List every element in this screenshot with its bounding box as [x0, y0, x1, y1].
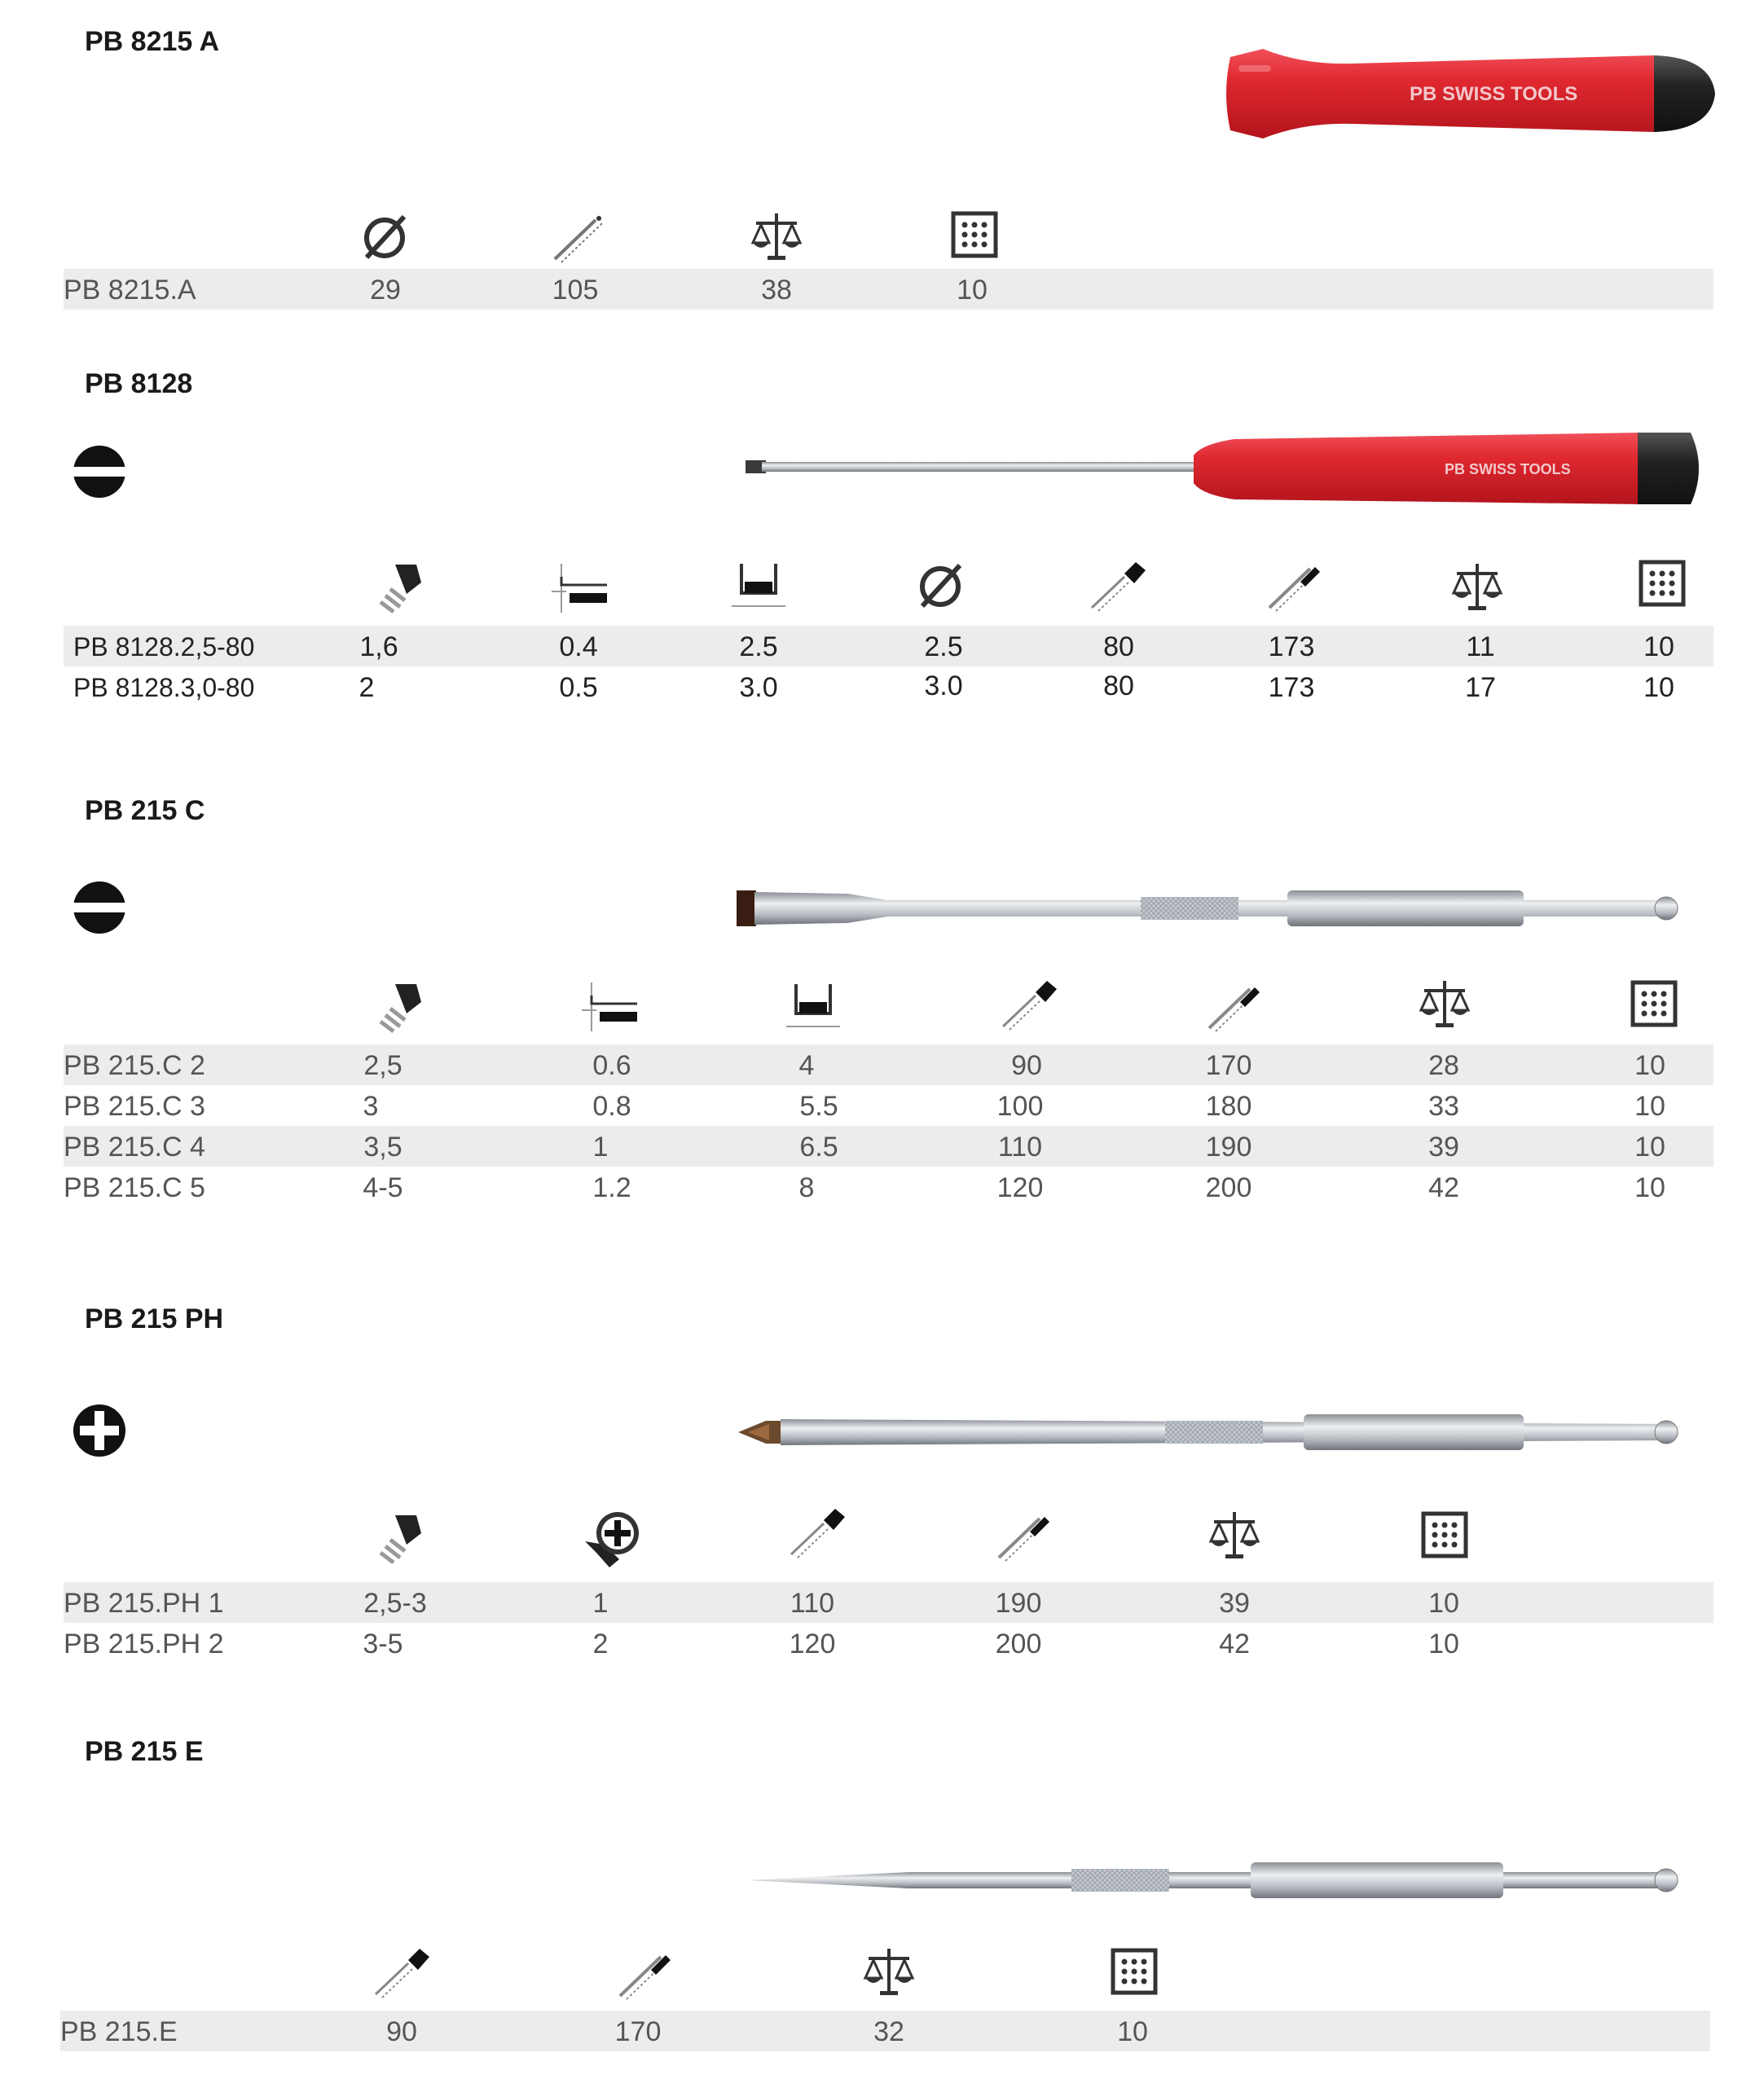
table-cell: 33: [1428, 1091, 1459, 1122]
table-row-code: PB 215.PH 2: [64, 1629, 224, 1659]
section-title: PB 215 C: [85, 795, 205, 826]
table-cell: 32: [873, 2016, 904, 2047]
section-title: PB 8128: [85, 368, 193, 399]
weight-icon: [1208, 1509, 1261, 1563]
table-cell: 105: [552, 275, 599, 306]
packaging-icon: [1110, 1947, 1159, 1996]
table-cell: 10: [1634, 1172, 1665, 1203]
brand-text: PB SWISS TOOLS: [1410, 83, 1578, 105]
blade-length-icon: [786, 1507, 848, 1561]
table-cell: 1,6: [359, 631, 398, 662]
slotted-blade-image: [733, 884, 1678, 933]
phillips-blade-image: [733, 1408, 1678, 1457]
blade-length-icon: [998, 979, 1060, 1033]
table-cell: 39: [1219, 1588, 1250, 1619]
table-cell: 10: [1634, 1050, 1665, 1081]
table-cell: 8: [798, 1172, 815, 1203]
blade-thickness-icon: [550, 562, 612, 614]
table-cell: 0.5: [559, 672, 598, 703]
table-cell: 39: [1428, 1132, 1459, 1163]
packaging-icon: [950, 210, 999, 259]
table-row-code: PB 8128.2,5-80: [73, 632, 255, 662]
table-cell: 3-5: [363, 1629, 403, 1659]
weight-icon: [1418, 978, 1471, 1031]
table-row-band: [64, 1126, 1713, 1167]
table-cell: 180: [1205, 1091, 1252, 1122]
table-cell: 10: [1643, 631, 1674, 662]
table-cell: 42: [1428, 1172, 1459, 1203]
screw-size-icon: [371, 978, 428, 1035]
length-icon: [550, 213, 607, 266]
overall-length-icon: [1204, 981, 1266, 1035]
table-row-band: [64, 1582, 1713, 1623]
table-cell: 100: [996, 1091, 1044, 1122]
phillips-size-icon: [580, 1509, 642, 1571]
screw-size-icon: [371, 558, 428, 615]
overall-length-icon: [615, 1949, 677, 2002]
table-cell: 3.0: [739, 672, 778, 703]
table-cell: 120: [996, 1172, 1044, 1203]
table-cell: 0.6: [592, 1050, 631, 1081]
packaging-icon: [1630, 979, 1678, 1028]
table-cell: 10: [957, 275, 988, 306]
overall-length-icon: [1265, 560, 1326, 614]
table-cell: 10: [1643, 672, 1674, 703]
table-cell: 173: [1268, 631, 1315, 662]
slotted-icon: [72, 444, 127, 499]
table-cell: 10: [1634, 1132, 1665, 1163]
weight-icon: [862, 1945, 916, 1999]
table-row-code: PB 8215.A: [64, 275, 196, 306]
table-row-code: PB 215.C 4: [64, 1132, 205, 1163]
table-cell: 0.8: [592, 1091, 631, 1122]
table-cell: 90: [1011, 1050, 1042, 1081]
phillips-icon: [72, 1403, 127, 1458]
table-cell: 4: [798, 1050, 815, 1081]
diameter-icon: [914, 559, 966, 611]
slotted-icon: [72, 880, 127, 935]
blade-thickness-icon: [580, 981, 642, 1033]
precision-screwdriver-image: [746, 420, 1715, 517]
table-row-code: PB 215.E: [60, 2016, 178, 2047]
table-cell: 80: [1103, 631, 1134, 662]
table-cell: 1: [592, 1588, 609, 1619]
section-title: PB 215 PH: [85, 1303, 224, 1334]
table-cell: 90: [386, 2016, 417, 2047]
table-cell: 2,5-3: [363, 1588, 427, 1619]
table-row-code: PB 215.C 3: [64, 1091, 205, 1122]
table-cell: 190: [995, 1588, 1042, 1619]
table-row-band: [64, 269, 1713, 310]
blade-length-icon: [371, 1947, 433, 2001]
table-cell: 2: [359, 672, 375, 703]
table-cell: 2.5: [924, 631, 963, 662]
table-cell: 3: [363, 1091, 379, 1122]
table-cell: 10: [1117, 2016, 1148, 2047]
table-cell: 3,5: [363, 1132, 403, 1163]
table-cell: 10: [1634, 1091, 1665, 1122]
table-cell: 173: [1268, 672, 1315, 703]
table-row-code: PB 215.C 5: [64, 1172, 205, 1203]
table-cell: 110: [997, 1132, 1043, 1163]
table-cell: 5.5: [799, 1091, 838, 1122]
table-cell: 170: [614, 2016, 662, 2047]
table-cell: 80: [1103, 670, 1134, 701]
weight-icon: [1450, 560, 1504, 614]
awl-blade-image: [746, 1856, 1683, 1905]
blade-length-icon: [1087, 560, 1149, 614]
table-cell: 200: [995, 1629, 1042, 1659]
packaging-icon: [1638, 559, 1687, 608]
screw-size-icon: [371, 1509, 428, 1566]
table-cell: 110: [790, 1588, 835, 1619]
table-cell: 17: [1465, 672, 1496, 703]
blade-width-icon: [785, 981, 842, 1035]
table-cell: 29: [370, 275, 401, 306]
table-cell: 120: [789, 1629, 836, 1659]
red-handle-image: [1214, 24, 1727, 163]
section-title: PB 215 E: [85, 1736, 204, 1767]
brand-text: PB SWISS TOOLS: [1445, 461, 1571, 477]
table-cell: 28: [1428, 1050, 1459, 1081]
table-cell: 2.5: [739, 631, 778, 662]
table-cell: 38: [761, 275, 792, 306]
table-row-code: PB 8128.3,0-80: [73, 673, 255, 702]
table-cell: 2: [592, 1629, 609, 1659]
blade-width-icon: [730, 560, 787, 614]
table-row-code: PB 215.C 2: [64, 1050, 205, 1081]
table-cell: 42: [1219, 1629, 1250, 1659]
table-cell: 4-5: [363, 1172, 403, 1203]
table-cell: 0.4: [559, 631, 598, 662]
table-cell: 190: [1205, 1132, 1252, 1163]
diameter-icon: [359, 210, 411, 262]
table-cell: 11: [1466, 631, 1495, 662]
table-cell: 10: [1428, 1588, 1459, 1619]
table-row-band: [64, 1044, 1713, 1085]
table-cell: 6.5: [799, 1132, 838, 1163]
section-title: PB 8215 A: [85, 26, 220, 57]
table-cell: 170: [1205, 1050, 1252, 1081]
table-cell: 3.0: [924, 670, 963, 701]
table-cell: 1: [592, 1132, 609, 1163]
table-cell: 2,5: [363, 1050, 403, 1081]
table-row-code: PB 215.PH 1: [64, 1588, 224, 1619]
packaging-icon: [1420, 1510, 1469, 1559]
table-cell: 10: [1428, 1629, 1459, 1659]
weight-icon: [750, 210, 803, 264]
overall-length-icon: [994, 1510, 1056, 1564]
table-cell: 1.2: [592, 1172, 631, 1203]
table-cell: 200: [1205, 1172, 1252, 1203]
